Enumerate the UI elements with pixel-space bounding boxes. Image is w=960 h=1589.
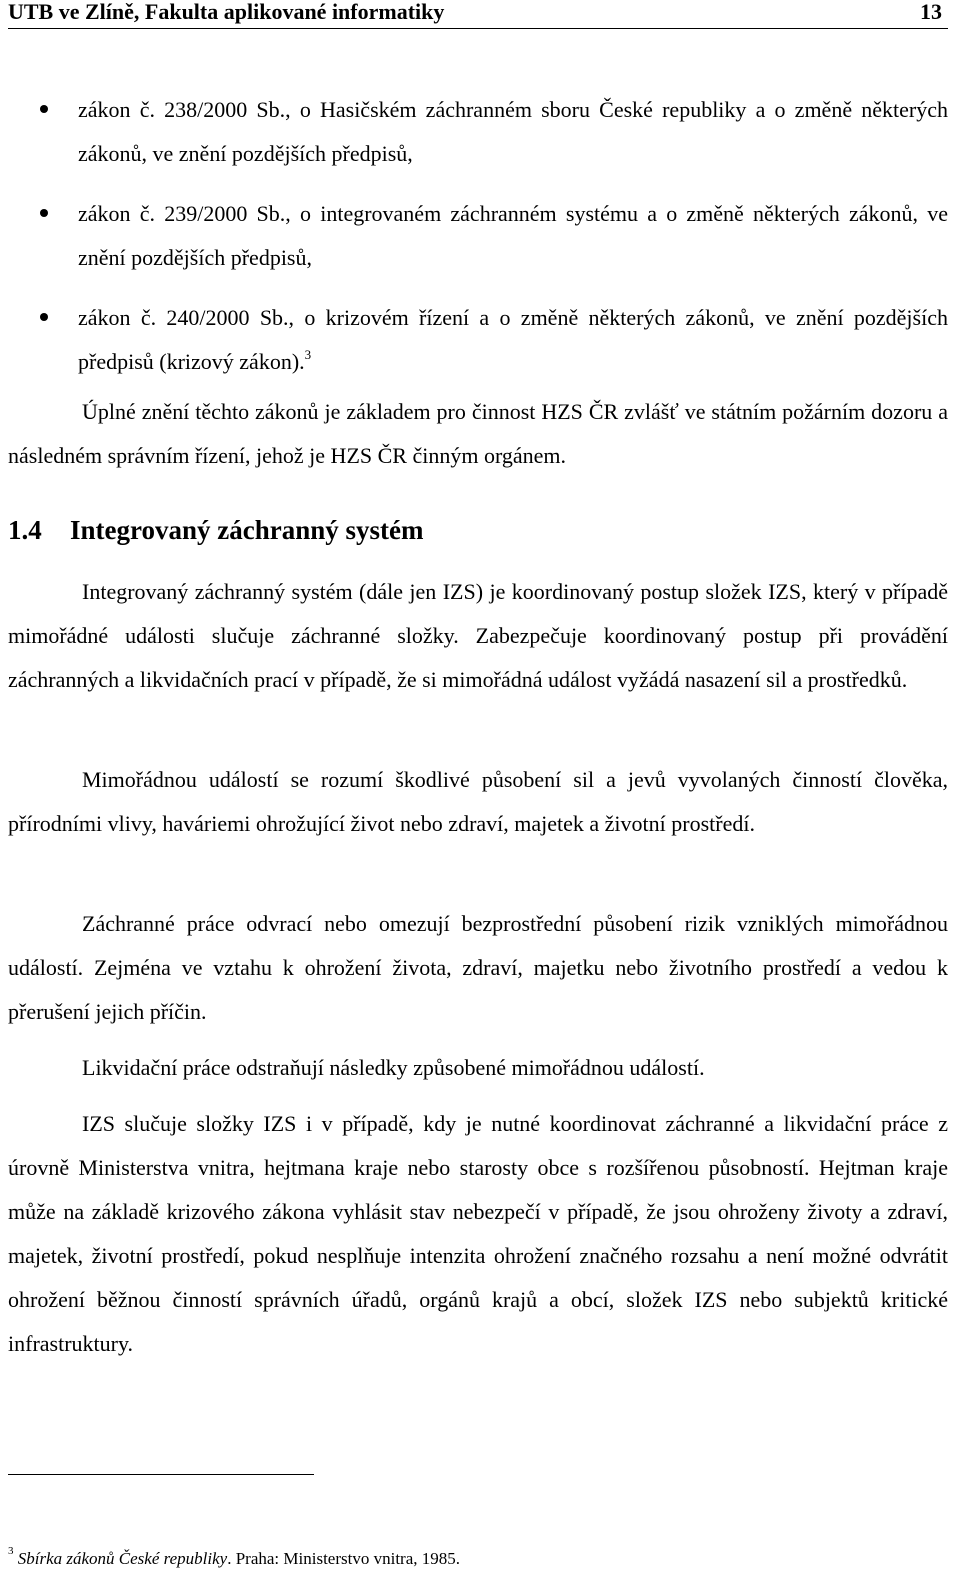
paragraph-likvidacni-prace: Likvidační práce odstraňují následky způsobené mimořádnou událostí. [82,1055,705,1080]
list-item: zákon č. 239/2000 Sb., o integrovaném záchranném systému a o změně některých zákonů, ve znění pozdějších předpisů, [8,192,948,280]
list-item: zákon č. 240/2000 Sb., o krizovém řízení a o změně některých zákonů, ve znění pozdějších předpisů (krizový zákon).$^3$ [8,296,948,384]
section-title: Integrovaný záchranný systém [70,515,424,545]
footnote-ref: 3 [304,346,312,362]
intro-paragraph: Úplné znění těchto zákonů je základem pro činnost HZS ČR zvlášť ve státním požárním dozoru a následném správním řízení, jehož je HZS ČR činným orgánem. [8,399,948,468]
paragraph-izs-slucuje: IZS slučuje složky IZS i v případě, kdy je nutné koordinovat záchranné a likvidační práce z úrovně Ministerstva vnitra, hejtmana kraje nebo starosty obce s rozšířenou působností. Hejtman kraje může na základě krizového zákona vyhlásit stav nebezpečí v případě, že jsou ohroženy životy a zdraví, majetek, životní prostředí, pokud nesplňuje intenzita ohrožení značného rozsahu a není možné odvrátit ohrožení běžnou činností správních úřadů, orgánů krajů a obcí, složek IZS nebo subjektů kritické infrastruktury. [8,1111,948,1356]
list-item: zákon č. 238/2000 Sb., o Hasičském záchranném sboru České republiky a o změně některých zákonů, ve znění pozdějších předpisů, [8,88,948,176]
footnote: $^3$ Sbírka zákonů České republiky. Praha: Ministerstvo vnitra, 1985. [8,1545,460,1568]
page-header [8,0,948,29]
bullet-icon [40,313,48,321]
page-number: 13 [920,0,942,24]
footnote-divider [8,1474,314,1475]
paragraph-izs: Integrovaný záchranný systém (dále jen IZS) je koordinovaný postup složek IZS, který v případě mimořádné události slučuje záchranné složky. Zabezpečuje koordinovaný postup při provádění záchranných a likvidačních prací v případě, že si mimořádná událost vyžádá nasazení sil a prostředků. [8,579,948,692]
paragraph-mimoradna-udalost: Mimořádnou událostí se rozumí škodlivé působení sil a jevů vyvolaných činností člověka, přírodními vlivy, haváriemi ohrožující život nebo zdraví, majetek a životní prostředí. [8,767,948,836]
bullet-icon [40,209,48,217]
bullet-icon [40,105,48,113]
header-title: UTB ve Zlíně, Fakulta aplikované informatiky [8,0,445,24]
section-heading [8,512,424,548]
law-list [8,88,948,400]
paragraph-zachranne-prace: Záchranné práce odvrací nebo omezují bezprostřední působení rizik vzniklých mimořádnou událostí. Zejména ve vztahu k ohrožení života, zdraví, majetku nebo životního prostředí a vedou k přerušení jejich příčin. [8,911,948,1024]
section-number: 1.4 [8,515,42,545]
